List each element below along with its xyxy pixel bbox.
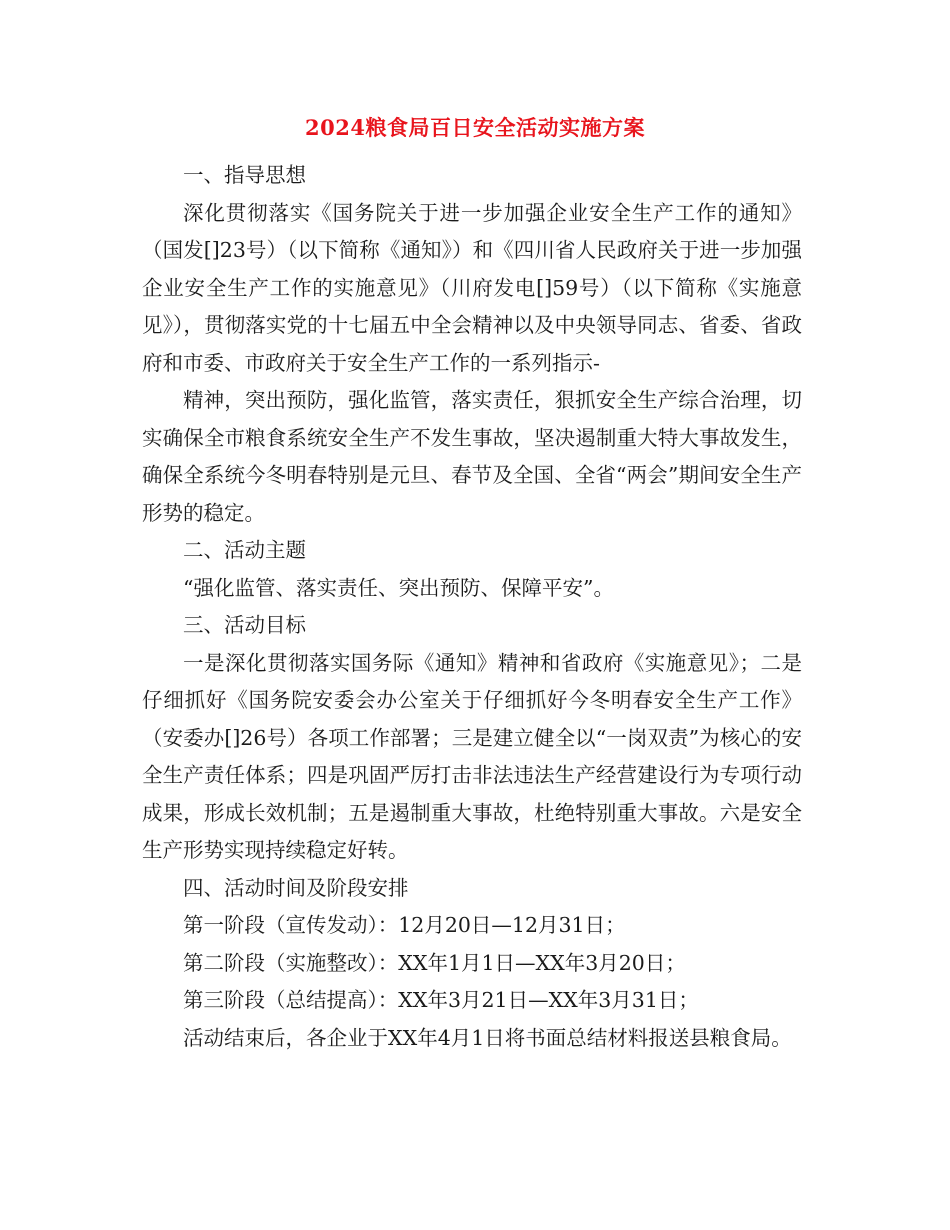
schedule-phase-2: 第二阶段（实施整改）：XX年1月1日—XX年3月20日； xyxy=(183,950,686,975)
paragraph-closing: 活动结束后，各企业于XX年4月1日将书面总结材料报送县粮食局。 xyxy=(183,1025,792,1050)
paragraph-guiding-thought: 深化贯彻落实《国务院关于进一步加强企业安全生产工作的通知》（国发[]23号）（以下简称《通知》）和《四川省人民政府关于进一步加强企业安全生产工作的实施意见》（川府发电[]59号）（以下简称《实施意见》），贯彻落实党的十七届五中全会精神以及中央领导同志、省委、省政府和市委、市政府关于安全生产工作的一系列指示- xyxy=(142,200,802,375)
schedule-phase-1: 第一阶段（宣传发动）：12月20日—12月31日； xyxy=(183,913,626,937)
paragraph-activity-goals: 一是深化贯彻落实国务际《通知》精神和省政府《实施意见》；二是仔细抓好《国务院安委会办公室关于仔细抓好今冬明春安全生产工作》（安委办[]26号）各项工作部署；三是建立健全以“一岗双责”为核心的安全生产责任体系；四是巩固严厉打击非法违法生产经营建设行为专项行动成果，形成长效机制；五是遏制重大事故，杜绝特别重大事故。六是安全生产形势实现持续稳定好转。 xyxy=(142,650,802,862)
paragraph-activity-theme: “强化监管、落实责任、突出预防、保障平安”。 xyxy=(183,575,614,600)
heading-activity-goals: 三、活动目标 xyxy=(183,613,306,637)
heading-schedule: 四、活动时间及阶段安排 xyxy=(183,875,409,900)
heading-guiding-thought: 一、指导思想 xyxy=(183,163,306,187)
schedule-phase-3: 第三阶段（总结提高）：XX年3月21日—XX年3月31日； xyxy=(183,988,699,1012)
paragraph-spirit: 精神，突出预防，强化监管，落实责任，狠抓安全生产综合治理，切实确保全市粮食系统安全生产不发生事故，坚决遏制重大特大事故发生，确保全系统今冬明春特别是元旦、春节及全国、全省“两会”期间安全生产形势的稳定。 xyxy=(142,388,802,525)
heading-activity-theme: 二、活动主题 xyxy=(183,538,306,562)
document-title: 2024粮食局百日安全活动实施方案 xyxy=(305,115,645,140)
document-body xyxy=(142,157,802,1057)
